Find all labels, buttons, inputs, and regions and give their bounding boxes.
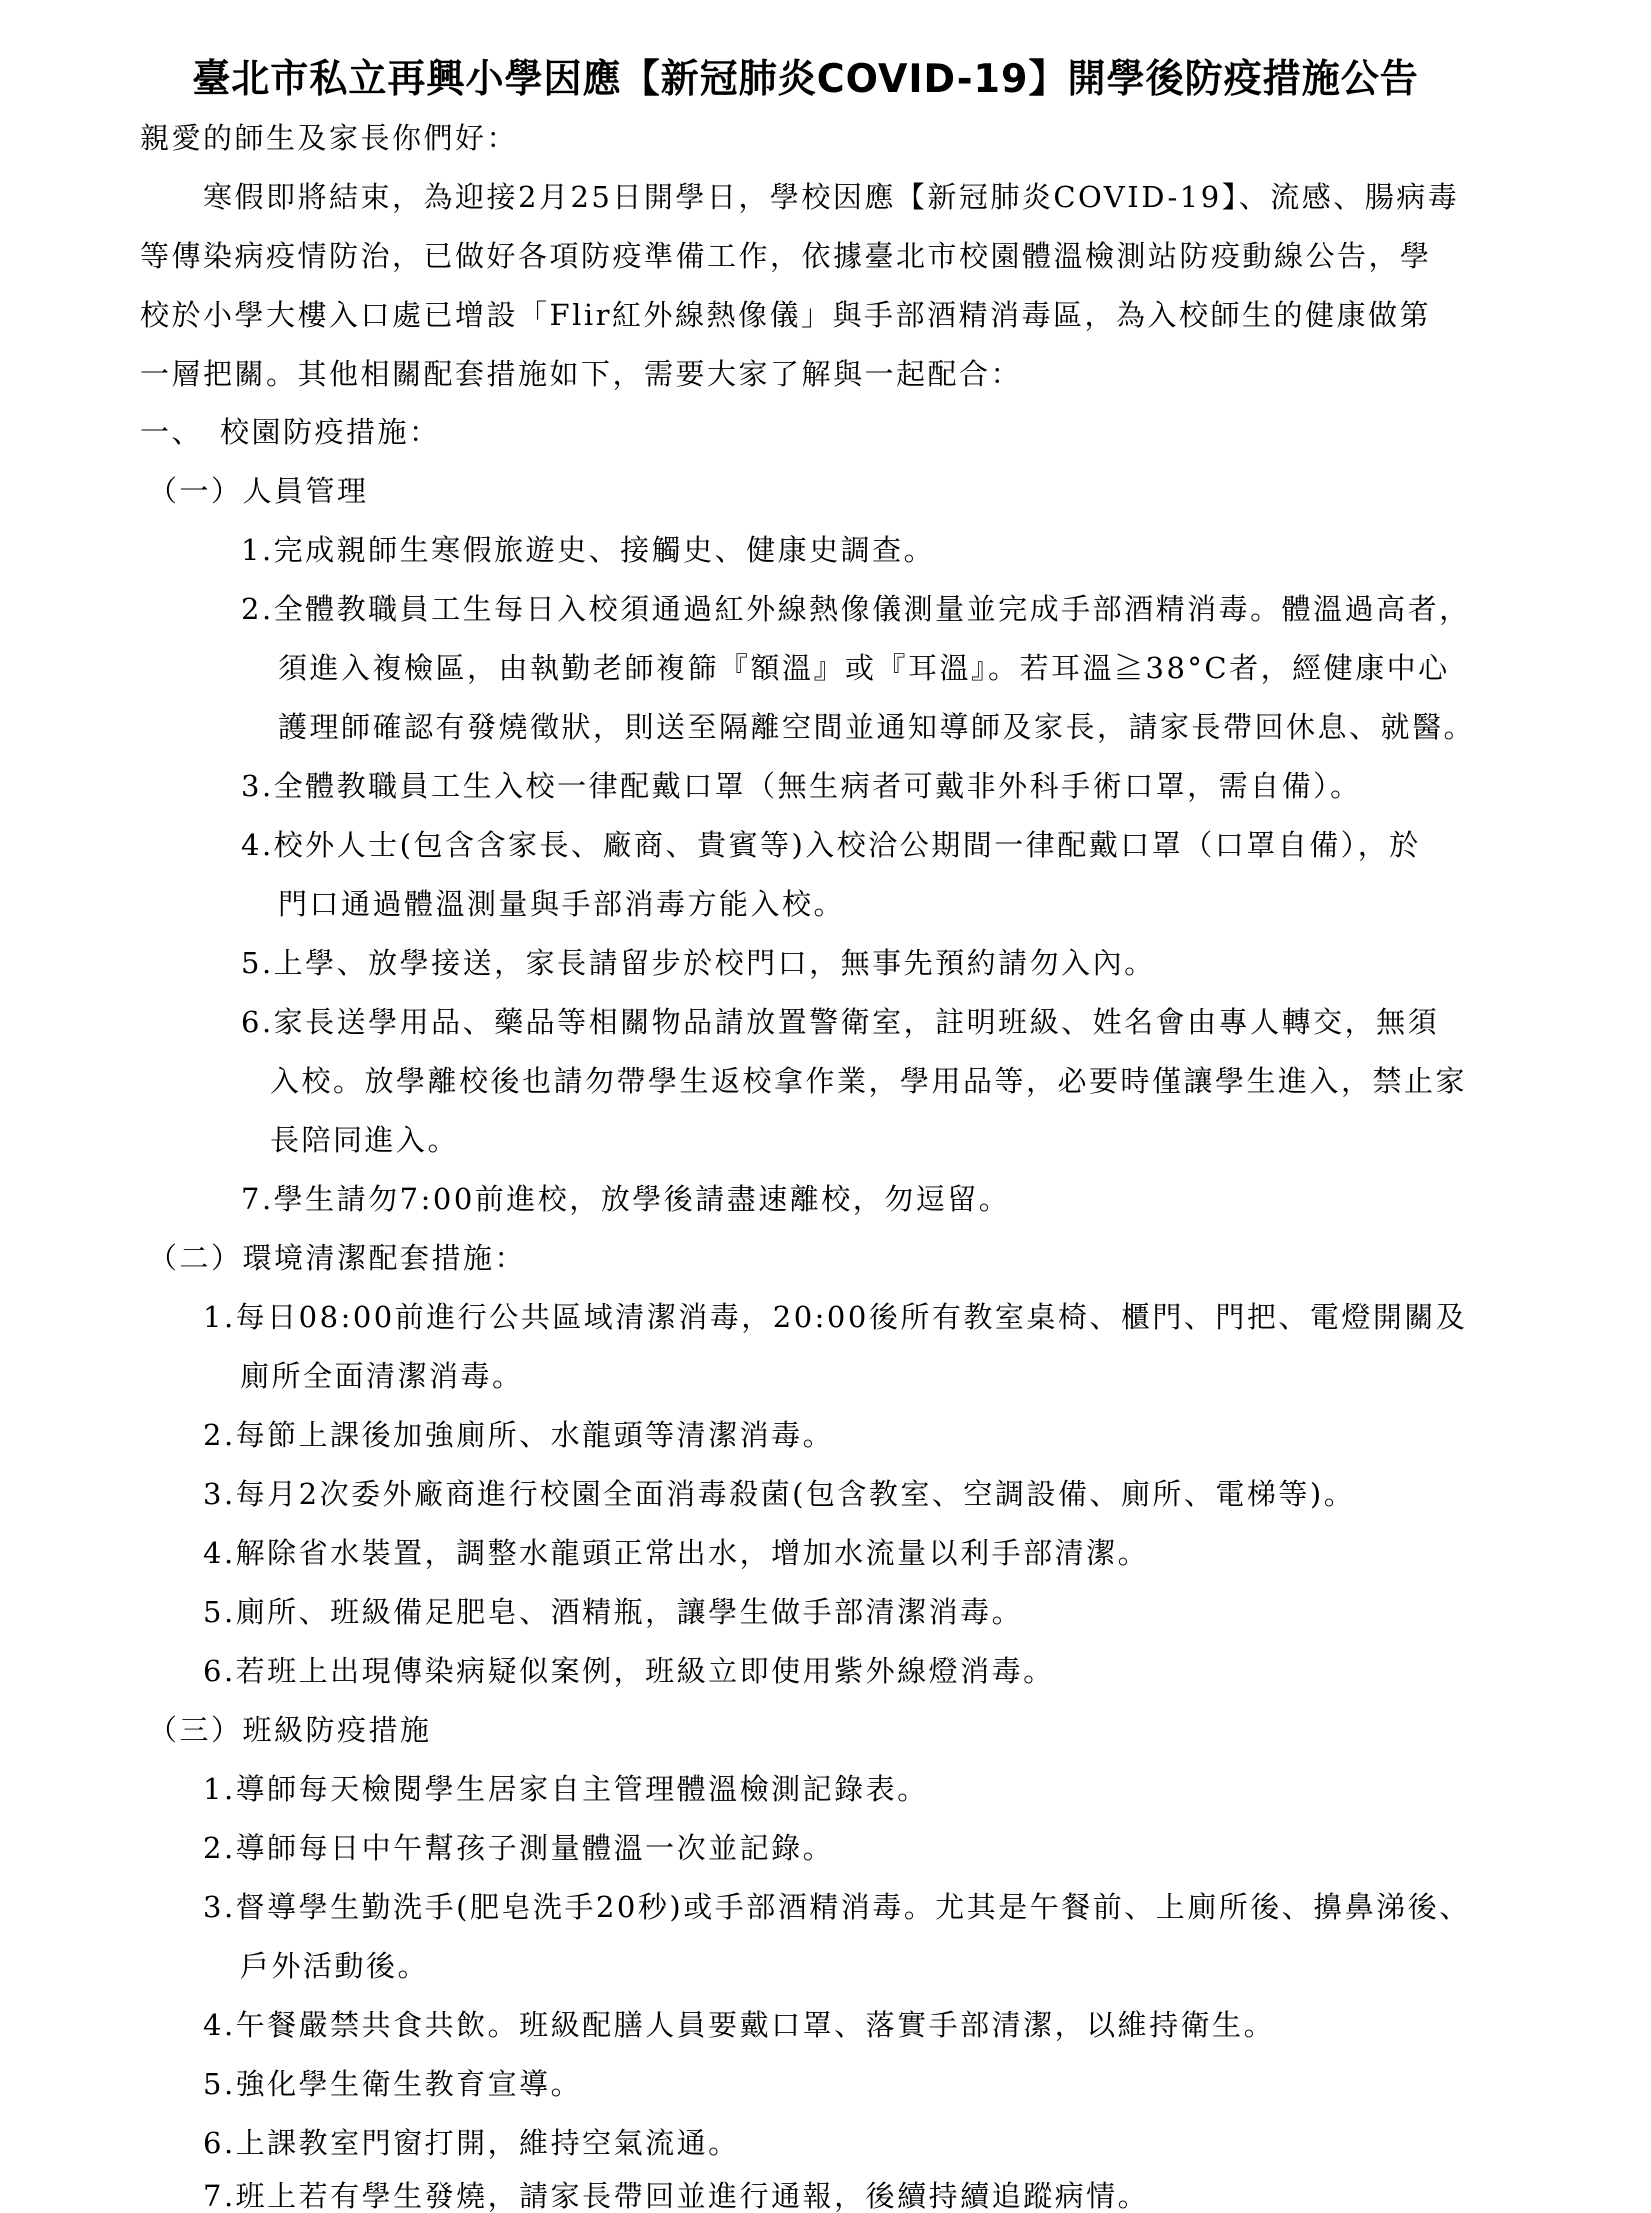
list-item: 7.班上若有學生發燒，請家長帶回並進行通報，後續持續追蹤病情。 xyxy=(203,2179,1150,2213)
list-item-continuation: 護理師確認有發燒徵狀，則送至隔離空間並通知導師及家長，請家長帶回休息、就醫。 xyxy=(278,710,1476,744)
list-item: 3.督導學生勤洗手(肥皂洗手20秒)或手部酒精消毒。尤其是午餐前、上廁所後、擤鼻涕後、 xyxy=(203,1890,1471,1924)
document-title: 臺北市私立再興小學因應【新冠肺炎COVID-19】開學後防疫措施公告 xyxy=(192,57,1419,102)
section-heading: 一、 校園防疫措施： xyxy=(140,415,441,449)
list-item: 2.每節上課後加強廁所、水龍頭等清潔消毒。 xyxy=(203,1418,835,1452)
list-item-continuation: 長陪同進入。 xyxy=(270,1123,460,1157)
list-item: 3.全體教職員工生入校一律配戴口罩（無生病者可戴非外科手術口罩，需自備）。 xyxy=(241,769,1362,803)
intro-line: 寒假即將結束，為迎接2月25日開學日，學校因應【新冠肺炎COVID-19】、流感、腸病毒 xyxy=(203,180,1460,214)
list-item-continuation: 廁所全面清潔消毒。 xyxy=(240,1359,524,1393)
list-item: 1.完成親師生寒假旅遊史、接觸史、健康史調查。 xyxy=(241,533,936,567)
list-item: 4.午餐嚴禁共食共飲。班級配膳人員要戴口罩、落實手部清潔，以維持衛生。 xyxy=(203,2008,1276,2042)
list-item: 6.若班上出現傳染病疑似案例，班級立即使用紫外線燈消毒。 xyxy=(203,1654,1055,1688)
intro-line: 一層把關。其他相關配套措施如下，需要大家了解與一起配合： xyxy=(140,357,1023,391)
subsection-heading: （二）環境清潔配套措施： xyxy=(148,1241,527,1275)
list-item-continuation: 須進入複檢區，由執勤老師複篩『額溫』或『耳溫』。若耳溫≧38°C者，經健康中心 xyxy=(278,651,1450,685)
list-item: 1.導師每天檢閱學生居家自主管理體溫檢測記錄表。 xyxy=(203,1772,929,1806)
list-item: 4.校外人士(包含含家長、廠商、貴賓等)入校洽公期間一律配戴口罩（口罩自備），於 xyxy=(241,828,1421,862)
list-item: 6.上課教室門窗打開，維持空氣流通。 xyxy=(203,2126,740,2160)
intro-line: 等傳染病疫情防治，已做好各項防疫準備工作，依據臺北市校園體溫檢測站防疫動線公告，學 xyxy=(140,239,1432,273)
subsection-heading: （三）班級防疫措施 xyxy=(148,1713,432,1747)
list-item: 1.每日08:00前進行公共區域清潔消毒，20:00後所有教室桌椅、櫃門、門把、電燈開關及 xyxy=(203,1300,1468,1334)
list-item-continuation: 門口通過體溫測量與手部消毒方能入校。 xyxy=(278,887,846,921)
list-item: 2.全體教職員工生每日入校須通過紅外線熱像儀測量並完成手部酒精消毒。體溫過高者， xyxy=(241,592,1471,626)
list-item: 2.導師每日中午幫孩子測量體溫一次並記錄。 xyxy=(203,1831,835,1865)
list-item: 5.上學、放學接送，家長請留步於校門口，無事先預約請勿入內。 xyxy=(241,946,1156,980)
greeting: 親愛的師生及家長你們好： xyxy=(140,121,519,155)
intro-line: 校於小學大樓入口處已增設「Flir紅外線熱像儀」與手部酒精消毒區，為入校師生的健康做第 xyxy=(140,298,1432,332)
subsection-heading: （一）人員管理 xyxy=(148,474,369,508)
list-item-continuation: 戶外活動後。 xyxy=(240,1949,430,1983)
list-item: 6.家長送學用品、藥品等相關物品請放置警衛室，註明班級、姓名會由專人轉交，無須 xyxy=(241,1005,1440,1039)
list-item: 7.學生請勿7:00前進校，放學後請盡速離校，勿逗留。 xyxy=(241,1182,1011,1216)
list-item: 5.強化學生衛生教育宣導。 xyxy=(203,2067,583,2101)
list-item-continuation: 入校。放學離校後也請勿帶學生返校拿作業，學用品等，必要時僅讓學生進入，禁止家 xyxy=(270,1064,1468,1098)
list-item: 5.廁所、班級備足肥皂、酒精瓶，讓學生做手部清潔消毒。 xyxy=(203,1595,1024,1629)
list-item: 4.解除省水裝置，調整水龍頭正常出水，增加水流量以利手部清潔。 xyxy=(203,1536,1150,1570)
list-item: 3.每月2次委外廠商進行校園全面消毒殺菌(包含教室、空調設備、廁所、電梯等)。 xyxy=(203,1477,1356,1511)
